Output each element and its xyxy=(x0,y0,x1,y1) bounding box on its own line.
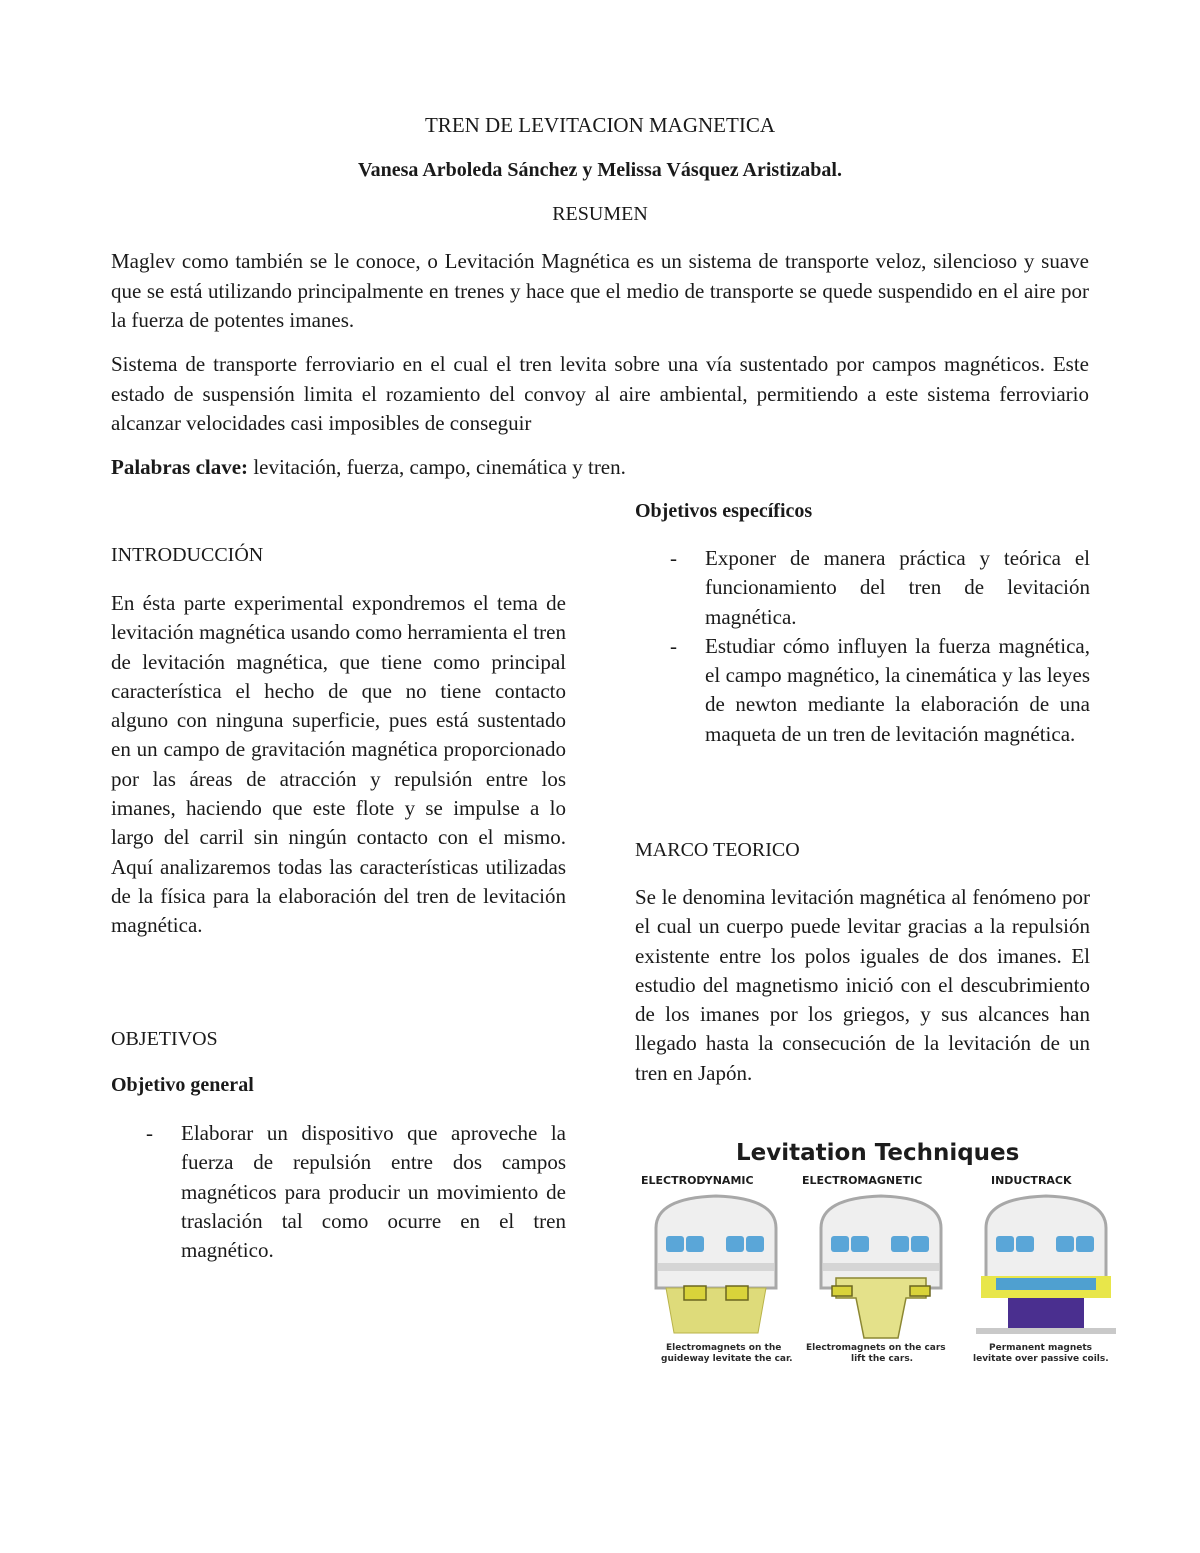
list-item xyxy=(635,632,1090,749)
objetivos-especificos-list xyxy=(635,544,1090,749)
panel-caption: Electromagnets on the cars xyxy=(806,1343,946,1353)
keywords-text: levitación, fuerza, campo, cinemática y tren. xyxy=(248,455,626,479)
objetivos-heading: OBJETIVOS xyxy=(111,1028,218,1050)
resumen-paragraph-1: Maglev como también se le conoce, o Levitación Magnética es un sistema de transporte veloz, silencioso y suave que se está utilizando principalmente en trenes y hace que el medio de transporte se quede suspendido en el aire por la fuerza de potentes imanes. xyxy=(111,249,1089,332)
seat-icon xyxy=(891,1236,909,1252)
introduccion-heading: INTRODUCCIÓN xyxy=(111,544,264,566)
dash-bullet: - xyxy=(146,1121,153,1145)
magnet-block xyxy=(684,1286,706,1300)
figure-title: Levitation Techniques xyxy=(736,1140,1020,1166)
keywords-line xyxy=(111,453,1089,483)
car-floor xyxy=(823,1263,939,1271)
resumen-paragraph-2: Sistema de transporte ferroviario en el cual el tren levita sobre una vía sustentado por campos magnéticos. Este estado de suspensión limita el rozamiento del convoy al aire ambiental, permitiendo a este sistema ferroviario alcanzar velocidades casi imposibles de conseguir xyxy=(111,352,1089,435)
marco-teorico-heading: MARCO TEORICO xyxy=(635,839,800,861)
seat-icon xyxy=(726,1236,744,1252)
panel-heading: INDUCTRACK xyxy=(991,1174,1072,1187)
dash-bullet: - xyxy=(670,546,677,570)
panel-caption: lift the cars. xyxy=(851,1354,914,1364)
dash-bullet: - xyxy=(670,633,677,658)
panel-heading: ELECTRODYNAMIC xyxy=(641,1174,754,1187)
panel-caption: levitate over passive coils. xyxy=(973,1354,1109,1364)
panel-caption: guideway levitate the car. xyxy=(661,1354,793,1364)
magnet-block xyxy=(996,1278,1096,1290)
seat-icon xyxy=(686,1236,704,1252)
paper-authors: Vanesa Arboleda Sánchez y Melissa Vásquez Aristizabal. xyxy=(358,159,842,181)
magnet-block xyxy=(910,1286,930,1296)
magnet-block xyxy=(726,1286,748,1300)
introduccion-text: En ésta parte experimental expondremos el tema de levitación magnética usando como herramienta el tren de levitación magnética, que tiene como principal característica el hecho de que no tiene contacto alguno con ninguna superficie, pues está sustentado en un campo de gravitación magnética proporcionado por las áreas de atracción y repulsión entre los imanes, haciendo que este flote y se impulse a lo largo del carril sin ningún contacto con el mismo. Aquí analizaremos todas las características utilizadas de la física para la elaboración del tren de levitación magnética. xyxy=(111,591,566,938)
panel-caption: Permanent magnets xyxy=(989,1343,1093,1353)
list-item xyxy=(111,1119,566,1265)
seat-icon xyxy=(911,1236,929,1252)
list-item-text: Estudiar cómo influyen la fuerza magnética, el campo magnético, la cinemática y las leyes de newton mediante la elaboración de una maqueta de un tren de levitación magnética. xyxy=(705,633,1090,746)
seat-icon xyxy=(996,1236,1014,1252)
seat-icon xyxy=(831,1236,849,1252)
list-item xyxy=(635,544,1090,632)
seat-icon xyxy=(1056,1236,1074,1252)
seat-icon xyxy=(1016,1236,1034,1252)
list-item-text: Exponer de manera práctica y teórica el funcionamiento del tren de levitación magnética. xyxy=(705,546,1090,629)
guideway xyxy=(666,1288,766,1333)
passive-coil xyxy=(1008,1298,1084,1328)
seat-icon xyxy=(1076,1236,1094,1252)
seat-icon xyxy=(746,1236,764,1252)
guideway xyxy=(976,1328,1116,1334)
keywords-label: Palabras clave: xyxy=(111,455,249,479)
panel-caption: Electromagnets on the xyxy=(666,1343,782,1353)
seat-icon xyxy=(851,1236,869,1252)
car-floor xyxy=(658,1263,774,1271)
list-item-text: Elaborar un dispositivo que aproveche la fuerza de repulsión entre dos campos magnéticos para producir un movimiento de traslación tal como ocurre en el tren magnético. xyxy=(181,1121,566,1263)
levitation-figure-svg xyxy=(636,1128,1136,1373)
magnet-block xyxy=(832,1286,852,1296)
objetivos-especificos-heading: Objetivos específicos xyxy=(635,500,813,522)
objetivo-general-heading: Objetivo general xyxy=(111,1074,254,1096)
paper-title: TREN DE LEVITACION MAGNETICA xyxy=(424,113,776,137)
seat-icon xyxy=(666,1236,684,1252)
levitation-techniques-figure xyxy=(636,1128,1136,1373)
resumen-heading: RESUMEN xyxy=(552,203,648,225)
objetivo-general-list xyxy=(111,1119,566,1265)
marco-teorico-text: Se le denomina levitación magnética al fenómeno por el cual un cuerpo puede levitar gracias a la repulsión existente entre los polos iguales de dos imanes. El estudio del magnetismo inició con el descubrimiento de los imanes por los griegos, y sus alcances han llegado hasta la consecución de la levitación de un tren en Japón. xyxy=(635,885,1090,1085)
panel-heading: ELECTROMAGNETIC xyxy=(802,1174,923,1187)
